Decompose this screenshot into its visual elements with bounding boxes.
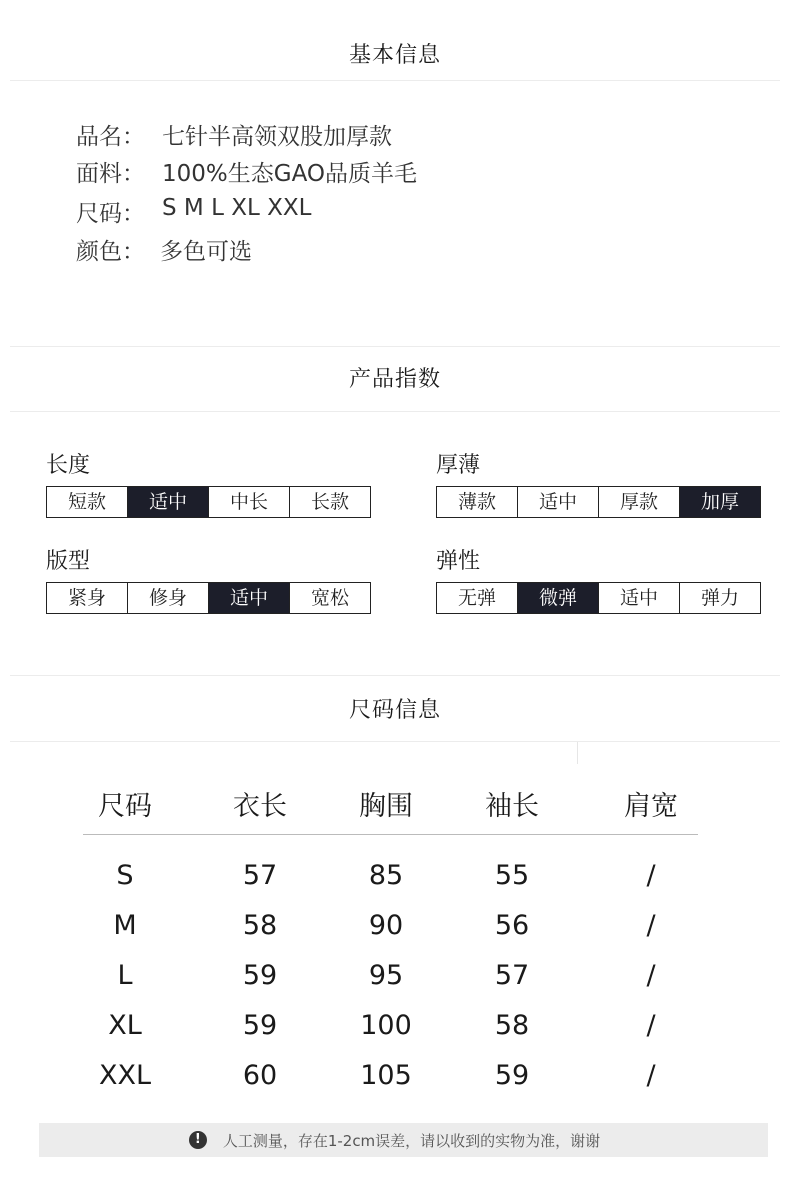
info-value: S M L XL XXL — [162, 195, 312, 221]
divider — [10, 80, 780, 81]
index-group-thickness — [436, 448, 761, 518]
table-cell: / — [646, 859, 656, 891]
table-cell: 59 — [242, 959, 278, 991]
info-label: 颜色： — [76, 239, 145, 265]
table-cell: 85 — [368, 859, 404, 891]
column-header: 衣长 — [233, 790, 287, 822]
table-row — [60, 900, 720, 950]
divider — [10, 675, 780, 676]
index-label: 厚薄 — [436, 453, 481, 478]
basic-info-title: 基本信息 — [348, 43, 441, 68]
table-cell: M — [113, 909, 137, 941]
exclamation-icon: ! — [189, 1131, 207, 1149]
table-header-row — [60, 780, 720, 826]
table-row — [60, 1000, 720, 1050]
table-cell: 105 — [360, 1059, 412, 1091]
index-option: 微弹 — [518, 583, 599, 613]
divider — [10, 411, 780, 412]
table-cell: XXL — [98, 1059, 152, 1091]
table-cell: / — [646, 959, 656, 991]
table-cell: 95 — [368, 959, 404, 991]
index-label: 版型 — [46, 549, 91, 574]
table-cell: 58 — [494, 1009, 530, 1041]
index-scale — [46, 486, 371, 518]
table-cell: S — [116, 859, 134, 891]
table-cell: 100 — [360, 1009, 412, 1041]
index-label: 长度 — [46, 453, 91, 478]
index-option: 长款 — [290, 487, 370, 517]
info-value: 多色可选 — [160, 239, 252, 265]
info-label: 品名： — [76, 124, 145, 150]
table-cell: / — [646, 1059, 656, 1091]
table-cell: 56 — [494, 909, 530, 941]
index-option: 无弹 — [437, 583, 518, 613]
table-cell: 59 — [494, 1059, 530, 1091]
index-option: 适中 — [518, 487, 599, 517]
measurement-notice — [39, 1123, 768, 1157]
index-scale — [436, 582, 761, 614]
table-cell: 55 — [494, 859, 530, 891]
index-option: 厚款 — [599, 487, 680, 517]
index-option: 宽松 — [290, 583, 370, 613]
table-cell: XL — [108, 1009, 142, 1041]
index-option: 适中 — [209, 583, 290, 613]
table-row — [60, 850, 720, 900]
index-label: 弹性 — [436, 549, 481, 574]
divider — [10, 741, 780, 742]
index-option: 加厚 — [680, 487, 760, 517]
table-cell: 59 — [242, 1009, 278, 1041]
index-option: 适中 — [599, 583, 680, 613]
index-group-elasticity — [436, 544, 761, 614]
index-option: 短款 — [47, 487, 128, 517]
size-table-header — [60, 780, 720, 826]
index-group-fit — [46, 544, 371, 614]
info-row-name — [76, 118, 392, 151]
index-option: 紧身 — [47, 583, 128, 613]
column-header: 胸围 — [359, 790, 413, 822]
size-info-title: 尺码信息 — [348, 698, 441, 723]
index-option: 薄款 — [437, 487, 518, 517]
table-cell: 90 — [368, 909, 404, 941]
table-cell: 57 — [242, 859, 278, 891]
info-row-size — [76, 195, 311, 228]
table-cell: / — [646, 909, 656, 941]
table-cell: / — [646, 1009, 656, 1041]
table-cell: 58 — [242, 909, 278, 941]
info-value: 七针半高领双股加厚款 — [162, 124, 392, 150]
divider — [577, 742, 578, 764]
index-option: 中长 — [209, 487, 290, 517]
notice-text: 人工测量，存在1-2cm误差，请以收到的实物为准，谢谢 — [222, 1131, 601, 1150]
column-header: 尺码 — [98, 790, 152, 822]
table-divider — [83, 834, 698, 835]
info-label: 面料： — [76, 161, 145, 187]
info-row-color — [76, 233, 252, 266]
info-value: 100%生态GAO品质羊毛 — [162, 161, 418, 187]
table-cell: 57 — [494, 959, 530, 991]
table-cell: 60 — [242, 1059, 278, 1091]
index-group-length — [46, 448, 371, 518]
index-option: 修身 — [128, 583, 209, 613]
column-header: 袖长 — [485, 790, 539, 822]
product-index-title: 产品指数 — [348, 367, 441, 392]
table-row — [60, 950, 720, 1000]
table-row — [60, 1050, 720, 1100]
info-row-fabric — [76, 155, 417, 188]
size-table-body — [60, 850, 720, 1100]
index-option: 适中 — [128, 487, 209, 517]
index-scale — [436, 486, 761, 518]
table-cell: L — [117, 959, 133, 991]
index-option: 弹力 — [680, 583, 760, 613]
index-scale — [46, 582, 371, 614]
divider — [10, 346, 780, 347]
column-header: 肩宽 — [624, 790, 678, 822]
info-label: 尺码： — [76, 201, 145, 227]
